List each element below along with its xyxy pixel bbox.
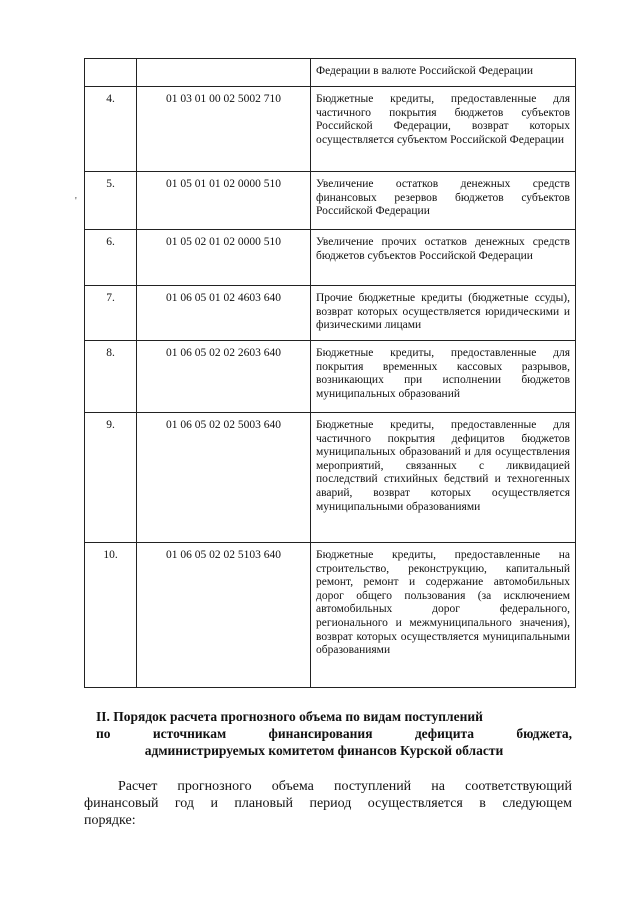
row-description: Увеличение прочих остатков денежных средств бюджетов субъектов Российской Федерации	[311, 230, 576, 286]
budget-code: 01 05 02 01 02 0000 510	[137, 230, 311, 286]
budget-code: 01 06 05 02 02 2603 640	[137, 341, 311, 413]
row-number	[85, 59, 137, 87]
row-description: Бюджетные кредиты, предоставленные для частичного покрытия дефицитов бюджетов муниципальных образований и для осуществления мероприятий, связанных с ликвидацией последствий стихийных бедствий и техногенных аварий, возврат которых осуществляется муниципальными образованиями	[311, 413, 576, 543]
row-number: 10.	[85, 543, 137, 688]
table-row	[85, 543, 576, 688]
row-number: 5.	[85, 172, 137, 230]
table-row	[85, 230, 576, 286]
row-number: 4.	[85, 87, 137, 172]
row-number: 7.	[85, 286, 137, 341]
paragraph-line: финансовый год и плановый период осуществляется в следующем	[84, 796, 572, 811]
section-heading-line: администрируемых комитетом финансов Курской области	[144, 743, 504, 758]
scan-mark: '	[75, 196, 77, 207]
budget-code: 01 06 05 01 02 4603 640	[137, 286, 311, 341]
paragraph-line: порядке:	[84, 813, 136, 828]
row-description: Федерации в валюте Российской Федерации	[311, 59, 576, 87]
budget-code: 01 06 05 02 02 5003 640	[137, 413, 311, 543]
row-description: Бюджетные кредиты, предоставленные для частичного покрытия бюджетов субъектов Российской Федерации, возврат которых осуществляется субъектом Российской Федерации	[311, 87, 576, 172]
section-heading-line: II. Порядок расчета прогнозного объема по видам поступлений	[96, 709, 483, 724]
row-description: Бюджетные кредиты, предоставленные для покрытия временных кассовых разрывов, возникающих при исполнении бюджетов муниципальных образований	[311, 341, 576, 413]
row-number: 8.	[85, 341, 137, 413]
row-number: 9.	[85, 413, 137, 543]
row-number: 6.	[85, 230, 137, 286]
table-body	[85, 59, 576, 688]
section-heading	[96, 708, 572, 759]
table-row	[85, 341, 576, 413]
section-heading-line: по источникам финансирования дефицита бюджета,	[96, 726, 572, 741]
table-row	[85, 413, 576, 543]
row-description: Бюджетные кредиты, предоставленные на строительство, реконструкцию, капитальный ремонт, ремонт и содержание автомобильных дорог общего пользования (за исключением автомобильных дорог федерального, регионального и межмуниципального значения), возврат которых осуществляется муниципальными образованиями	[311, 543, 576, 688]
table-row	[85, 87, 576, 172]
budget-code	[137, 59, 311, 87]
budget-code: 01 03 01 00 02 5002 710	[137, 87, 311, 172]
paragraph-line: Расчет прогнозного объема поступлений на соответствующий	[118, 779, 572, 794]
sources-table	[84, 58, 576, 688]
table-row	[85, 59, 576, 87]
row-description: Прочие бюджетные кредиты (бюджетные ссуды), возврат которых осуществляется юридическими и физическими лицами	[311, 286, 576, 341]
table-row	[85, 286, 576, 341]
table-row	[85, 172, 576, 230]
budget-code: 01 06 05 02 02 5103 640	[137, 543, 311, 688]
row-description: Увеличение остатков денежных средств финансовых резервов бюджетов субъектов Российской Федерации	[311, 172, 576, 230]
budget-code: 01 05 01 01 02 0000 510	[137, 172, 311, 230]
body-paragraph	[84, 778, 572, 829]
